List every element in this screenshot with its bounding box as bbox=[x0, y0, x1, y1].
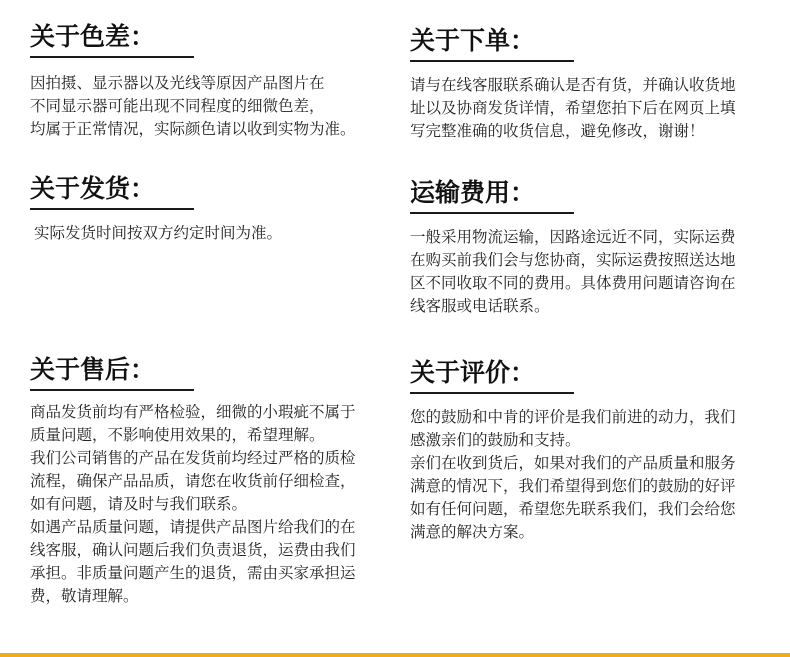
body-line: 商品发货前均有严格检验，细微的小瑕疵不属于 bbox=[30, 403, 356, 421]
heading-underline bbox=[30, 389, 194, 391]
body-line: 流程，确保产品品质，请您在收货前仔细检查， bbox=[30, 472, 356, 490]
section-heading: 关于下单： bbox=[410, 26, 536, 55]
accent-divider-bar bbox=[0, 653, 790, 657]
body-line: 线客服或电话联系。 bbox=[410, 297, 550, 315]
body-line: 一般采用物流运输，因路途远近不同，实际运费 bbox=[410, 228, 736, 246]
body-line: 您的鼓励和中肯的评价是我们前进的动力，我们 bbox=[410, 408, 736, 426]
body-line: 质量问题，不影响使用效果的，希望理解。 bbox=[30, 426, 325, 444]
heading-underline bbox=[410, 392, 574, 394]
body-line: 址以及协商发货详情，希望您拍下后在网页上填 bbox=[410, 99, 736, 117]
body-line: 均属于正常情况，实际颜色请以收到实物为准。 bbox=[30, 120, 356, 138]
section-after-sales bbox=[30, 355, 356, 608]
section-ordering bbox=[410, 26, 736, 143]
body-line: 亲们在收到货后，如果对我们的产品质量和服务 bbox=[410, 454, 736, 472]
body-line: 在购买前我们会与您协商，实际运费按照送达地 bbox=[410, 251, 736, 269]
section-body bbox=[410, 226, 736, 318]
body-line: 费，敬请理解。 bbox=[30, 587, 139, 605]
body-line: 线客服，确认问题后我们负责退货，运费由我们 bbox=[30, 541, 356, 559]
heading-underline bbox=[30, 208, 194, 210]
body-line: 满意的解决方案。 bbox=[410, 523, 535, 541]
heading-underline bbox=[410, 212, 574, 214]
heading-underline bbox=[410, 60, 574, 62]
section-reviews bbox=[410, 358, 736, 544]
section-body bbox=[30, 72, 356, 141]
body-line: 写完整准确的收货信息，避免修改，谢谢！ bbox=[410, 122, 705, 140]
body-line: 实际发货时间按双方约定时间为准。 bbox=[34, 224, 283, 242]
body-line: 我们公司销售的产品在发货前均经过严格的质检 bbox=[30, 449, 356, 467]
body-line: 如有问题，请及时与我们联系。 bbox=[30, 495, 248, 513]
section-body bbox=[410, 74, 736, 143]
section-heading: 关于售后： bbox=[30, 355, 156, 384]
section-body bbox=[30, 222, 282, 245]
section-body bbox=[30, 401, 356, 608]
section-heading: 关于发货： bbox=[30, 174, 156, 203]
section-heading: 关于评价： bbox=[410, 358, 536, 387]
section-heading: 关于色差： bbox=[30, 22, 156, 51]
body-line: 承担。非质量问题产生的退货，需由买家承担运 bbox=[30, 564, 356, 582]
section-freight-cost bbox=[410, 178, 736, 318]
body-line: 请与在线客服联系确认是否有货，并确认收货地 bbox=[410, 76, 736, 94]
heading-underline bbox=[30, 56, 194, 58]
body-line: 因拍摄、显示器以及光线等原因产品图片在 bbox=[30, 74, 325, 92]
section-heading: 运输费用： bbox=[410, 178, 536, 207]
body-line: 不同显示器可能出现不同程度的细微色差， bbox=[30, 97, 325, 115]
section-color-difference bbox=[30, 22, 356, 141]
body-line: 满意的情况下，我们希望得到您们的鼓励的好评 bbox=[410, 477, 736, 495]
body-line: 如遇产品质量问题，请提供产品图片给我们的在 bbox=[30, 518, 356, 536]
body-line: 感激亲们的鼓励和支持。 bbox=[410, 431, 581, 449]
body-line: 区不同收取不同的费用。具体费用问题请咨询在 bbox=[410, 274, 736, 292]
body-line: 如有任何问题，希望您先联系我们，我们会给您 bbox=[410, 500, 736, 518]
section-body bbox=[410, 406, 736, 544]
section-shipping bbox=[30, 174, 282, 245]
